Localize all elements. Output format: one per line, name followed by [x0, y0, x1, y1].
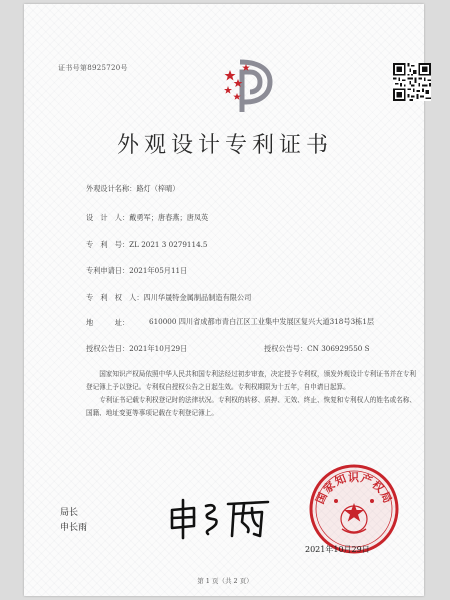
patentee-row: [86, 293, 251, 303]
certificate-body: [86, 368, 416, 420]
patent-office-emblem-icon: [216, 56, 276, 114]
director-title: 局长: [60, 508, 79, 518]
designers-label: 设 计 人：: [86, 213, 130, 222]
document-title: 外观设计专利证书: [116, 133, 333, 158]
filing-date-label: 专利申请日：: [86, 266, 130, 275]
filing-date-row: [86, 266, 187, 276]
address-row: [86, 318, 129, 328]
qr-code-icon: [393, 63, 431, 101]
filing-date-value: 2021年05月11日: [129, 266, 188, 275]
director-name: 申长雨: [60, 523, 88, 533]
design-name-label: 外观设计名称：: [86, 184, 137, 193]
design-name-row: [86, 184, 179, 194]
certificate-sheet: [24, 4, 424, 596]
design-name-value: 路灯（梓晴）: [136, 184, 180, 193]
grant-date-label: 授权公告日：: [86, 344, 130, 353]
patentee-label: 专 利 权 人：: [86, 293, 144, 302]
body-paragraph: 国家知识产权局依照中华人民共和国专利法经过初步审查，决定授予专利权，颁发外观设计专利证书并在专利登记簿上予以登记。专利权自授权公告之日起生效。专利权期限为十五年，自申请日起算。: [86, 370, 416, 391]
address-value: 610000 四川省成都市青白江区工业集中发展区复兴大道318号3栋1层: [149, 317, 375, 326]
seal-date: 2021年10月29日: [305, 545, 370, 554]
announcement-number-row: [264, 344, 370, 354]
certificate-number: 证书号第8925720号: [58, 64, 128, 72]
patentee-value: 四川华晟特金属制品制造有限公司: [143, 293, 252, 302]
signature-text: 申长雨: [164, 496, 167, 497]
handwritten-signature: [164, 496, 274, 540]
announcement-number-value: CN 306929550 S: [307, 344, 370, 353]
seal-text: 国家知识产权局: [313, 471, 395, 506]
announcement-number-label: 授权公告号：: [264, 344, 308, 353]
body-paragraph: 专利证书记载专利权登记时的法律状况。专利权的转移、质押、无效、终止、恢复和专利权人的姓名或名称、国籍、地址变更等事项记载在专利登记簿上。: [86, 396, 416, 417]
patent-number-label: 专 利 号：: [86, 240, 130, 249]
official-seal: [308, 463, 400, 555]
grant-date-row: [86, 344, 187, 354]
grant-date-value: 2021年10月29日: [129, 344, 188, 353]
designers-value: 戴勇军；唐春燕；唐凤英: [129, 213, 209, 222]
address-label: 地 址：: [86, 318, 130, 327]
page-number: 第 1 页（共 2 页）: [197, 577, 253, 585]
patent-number-value: ZL 2021 3 0279114.5: [129, 240, 208, 249]
designers-row: [86, 213, 208, 223]
patent-number-row: [86, 240, 208, 250]
